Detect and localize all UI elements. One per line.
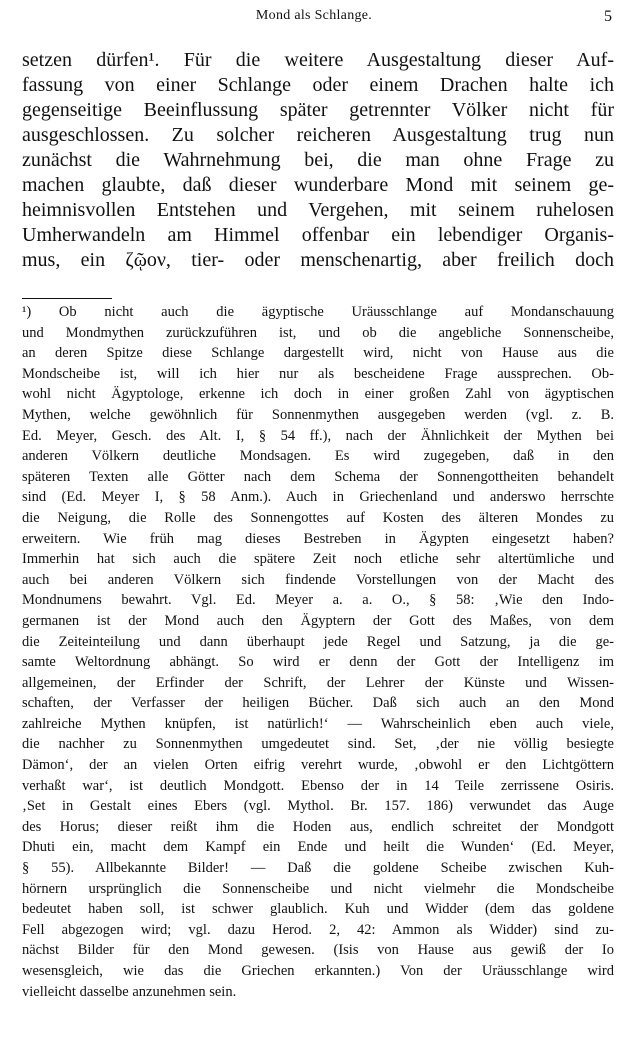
footnote-line: und Mondmythen zurückzuführen ist, und ob die angebliche Sonnenscheibe, [22, 324, 614, 341]
footnote-line: wesensgleich, wie das die Griechen erkannten.) Von der Uräusschlange wird [22, 963, 614, 979]
footnote-line: Mondscheibe ist, will ich hier nur als bescheidene Frage aussprechen. Ob- [22, 365, 614, 382]
footnote-line: schaften, der Verfasser der heiligen Bücher. Daß sich auch an den Mond [22, 695, 614, 712]
footnote-line: an deren Spitze diese Schlange dargestellt wird, nicht von Hause aus die [22, 345, 614, 362]
body-line: heimnisvollen Entstehen und Vergehen, mit seinem ruhelosen [22, 199, 614, 221]
footnote-line: anderen Völkern deutliche Mondsagen. Es wird zugegeben, daß in den [22, 448, 614, 465]
footnote-line: Dämon‘, der an vielen Orten eifrig verehrt wurde, ‚obwohl er den Lichtgöttern [22, 757, 614, 774]
footnote-line: hörnern ursprünglich die Sonnenscheibe und nicht vielmehr die Mondscheibe [22, 880, 614, 897]
body-line: mus, ein ζῷον, tier- oder menschenartig, aber freilich doch [22, 249, 614, 271]
footnote-line: Immerhin hat sich auch die spätere Zeit noch etliche sehr altertümliche und [22, 551, 614, 568]
footnote-line: Mondnumens bewahrt. Vgl. Ed. Meyer a. a. O., § 58: ‚Wie den Indo- [22, 592, 614, 609]
body-line: ausgeschlossen. Zu solcher reicheren Ausgestaltung trug nun [22, 124, 614, 146]
main-text [22, 48, 614, 273]
footnote-line: Dhuti ein, macht dem Kampf ein Ende und heilt die Wunden‘ (Ed. Meyer, [22, 839, 614, 856]
footnote-line: Ed. Meyer, Gesch. des Alt. I, § 54 ff.), nach der Ähnlichkeit der Mythen bei [22, 427, 614, 444]
footnote-line: samte Weltordnung abhängt. So wird er denn der Gott der Intelligenz im [22, 654, 614, 671]
footnote-line: Mythen, welche gewöhnlich für Sonnenmythen ausgegeben werden (vgl. z. B. [22, 406, 614, 423]
footnote-line: nächst Bilder für den Mond gewesen. (Isis von Hause aus gewiß der Io [22, 942, 614, 959]
footnote-line: auch bei anderen Völkern sich findende Vorstellungen von der Macht des [22, 571, 614, 588]
footnote-line: bedeutet haben soll, ist schwer glaublich. Kuh und Widder (dem das goldene [22, 901, 614, 918]
footnote-line: wohl nicht Ägyptologe, erkenne ich doch in einer großen Zahl von ägyptischen [22, 386, 614, 403]
footnote-line: des Horus; dieser reißt ihm die Hoden aus, endlich schreitet der Mondgott [22, 818, 614, 835]
footnote-line: allgemeinen, der Erfinder der Schrift, der Lehrer der Künste und Wissen- [22, 674, 614, 691]
footnote-line: zahlreiche Mythen knüpfen, ist natürlich!‘ — Wahrscheinlich eben auch viele, [22, 715, 614, 732]
footnote-line: verhaßt war‘, ist deutlich Mondgott. Ebenso der in 14 Teile zerrissene Osiris. [22, 777, 614, 794]
footnote-line: Fell abgezogen wird; vgl. dazu Herod. 2, 42: Ammon als Widder) sind zu- [22, 921, 614, 938]
body-line: Umherwandeln am Himmel offenbar ein lebendiger Organis- [22, 224, 614, 246]
footnote-line: ¹) Ob nicht auch die ägyptische Uräusschlange auf Mondanschauung [22, 304, 614, 320]
footnote-line: sind (Ed. Meyer I, § 58 Anm.). Auch in Griechenland und anderswo herrschte [22, 489, 614, 506]
footnote [22, 302, 614, 1002]
footnote-line: erweitern. Wie früh mag dieses Bestreben in Ägypten eingesetzt haben? [22, 530, 614, 547]
body-line: gegenseitige Beeinflussung später getrennter Völker nicht für [22, 99, 614, 121]
page-header [16, 8, 612, 28]
body-line: zunächst die Wahrnehmung bei, die man ohne Frage zu [22, 149, 614, 171]
page-number: 5 [604, 8, 612, 25]
footnote-line: die nachher zu Sonnenmythen umgedeutet sind. Set, ‚der nie völlig besiegte [22, 736, 614, 753]
footnote-line: vielleicht dasselbe anzunehmen sein. [22, 983, 237, 1000]
body-line: setzen dürfen¹. Für die weitere Ausgestaltung dieser Auf- [22, 49, 614, 71]
body-line: machen glaubte, daß dieser wunderbare Mond mit seinem ge- [22, 174, 614, 196]
footnote-divider [22, 298, 112, 299]
footnote-line: ‚Set in Gestalt eines Ebers (vgl. Mythol. Br. 157. 186) verwundet das Auge [22, 798, 614, 815]
footnote-line: die Zeiteinteilung und dann überhaupt jede Regel und Satzung, ja die ge- [22, 633, 614, 650]
footnote-line: späteren Texten alle Götter nach dem Schema der Sonnengottheiten behandelt [22, 468, 614, 485]
body-line: fassung von einer Schlange oder einem Drachen halte ich [22, 74, 614, 96]
running-title: Mond als Schlange. [255, 8, 373, 23]
footnote-line: § 55). Allbekannte Bilder! — Daß die goldene Scheibe zwischen Kuh- [22, 860, 614, 877]
footnote-line: die Neigung, die Rolle des Sonnengottes auf Kosten des älteren Mondes zu [22, 509, 614, 526]
footnote-line: germanen ist der Mond auch den Ägyptern der Gott des Maßes, von dem [22, 612, 614, 629]
